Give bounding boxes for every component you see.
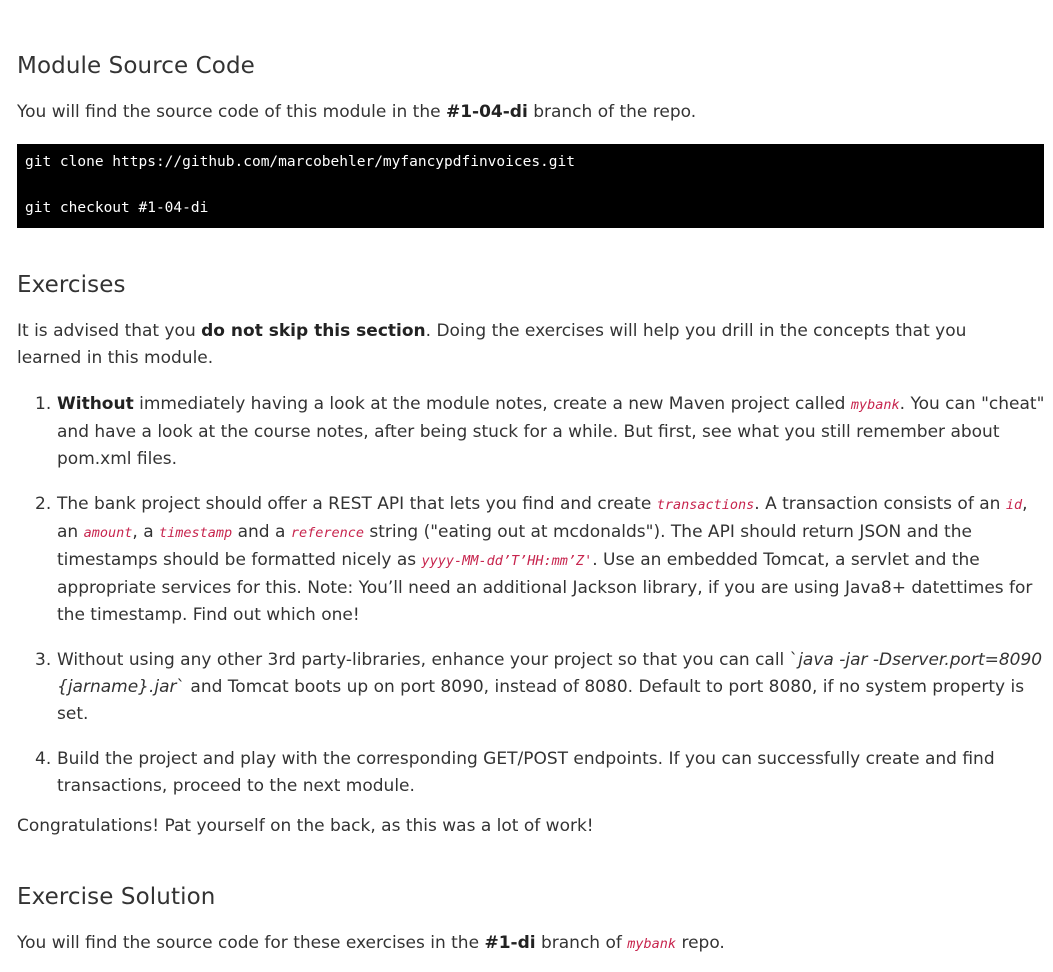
bold-emphasis: do not skip this section <box>201 321 426 341</box>
list-item: 4. Build the project and play with the corresponding GET/POST endpoints. If you can successfully create and find transactions, proceed to the next module. <box>35 749 995 796</box>
inline-code: yyyy-MM-dd’T’HH:mm’Z' <box>421 553 593 569</box>
congrats-text: Congratulations! Pat yourself on the back, as this was a lot of work! <box>17 816 594 836</box>
code-line-checkout: git checkout #1-04-di <box>25 200 209 216</box>
list-item: 2. The bank project should offer a REST API that lets you find and create transactions. A transaction consists of an id, an amount, a timestamp and a reference string ("eating out at mcdonalds"). The API should return JSON and the timestamps should be formatted nicely as yyyy-MM-dd’T’HH:mm’Z'. Use an embedded Tomcat, a servlet and the appropriate services for this. Note: You’ll need an additional Jackson library, if you are using Java8+ datettimes for the timestamp. Find out which one! <box>35 494 1033 625</box>
list-item: 1. Without immediately having a look at the module notes, create a new Maven project called mybank. You can "cheat" and have a look at the course notes, after being stuck for a while. But first, see what you still remember about pom.xml files. <box>35 394 1045 469</box>
code-block <box>17 144 1044 228</box>
inline-code: mybank <box>850 397 900 413</box>
inline-code: id <box>1005 497 1023 513</box>
heading-exercise-solution: Exercise Solution <box>17 884 216 910</box>
branch-name: #1-di <box>484 933 536 953</box>
inline-code: amount <box>83 525 133 541</box>
solution-text: You will find the source code for these exercises in the #1-di branch of mybank repo. <box>17 933 725 953</box>
heading-module-source-code: Module Source Code <box>17 53 255 79</box>
list-item: 3. Without using any other 3rd party-libraries, enhance your project so that you can call `java -jar -Dserver.port=8090 {jarname}.jar` and Tomcat boots up on port 8090, instead of 8080. Default to port 8080, if no system property is set. <box>35 650 1043 724</box>
code-line-clone: git clone https://github.com/marcobehler/myfancypdfinvoices.git <box>25 154 575 170</box>
heading-exercises: Exercises <box>17 272 126 298</box>
inline-code: transactions <box>656 497 755 513</box>
exercise-list <box>17 391 1045 818</box>
inline-code: timestamp <box>159 525 233 541</box>
source-intro: You will find the source code of this module in the #1-04-di branch of the repo. <box>17 102 697 122</box>
branch-name: #1-04-di <box>445 102 528 122</box>
italic-command: java -jar -Dserver.port=8090 {jarname}.jar <box>57 650 1043 697</box>
inline-code: mybank <box>627 936 677 952</box>
exercises-intro: It is advised that you do not skip this section. Doing the exercises will help you drill in the concepts that you learned in this module. <box>17 321 967 368</box>
inline-code: reference <box>290 525 364 541</box>
